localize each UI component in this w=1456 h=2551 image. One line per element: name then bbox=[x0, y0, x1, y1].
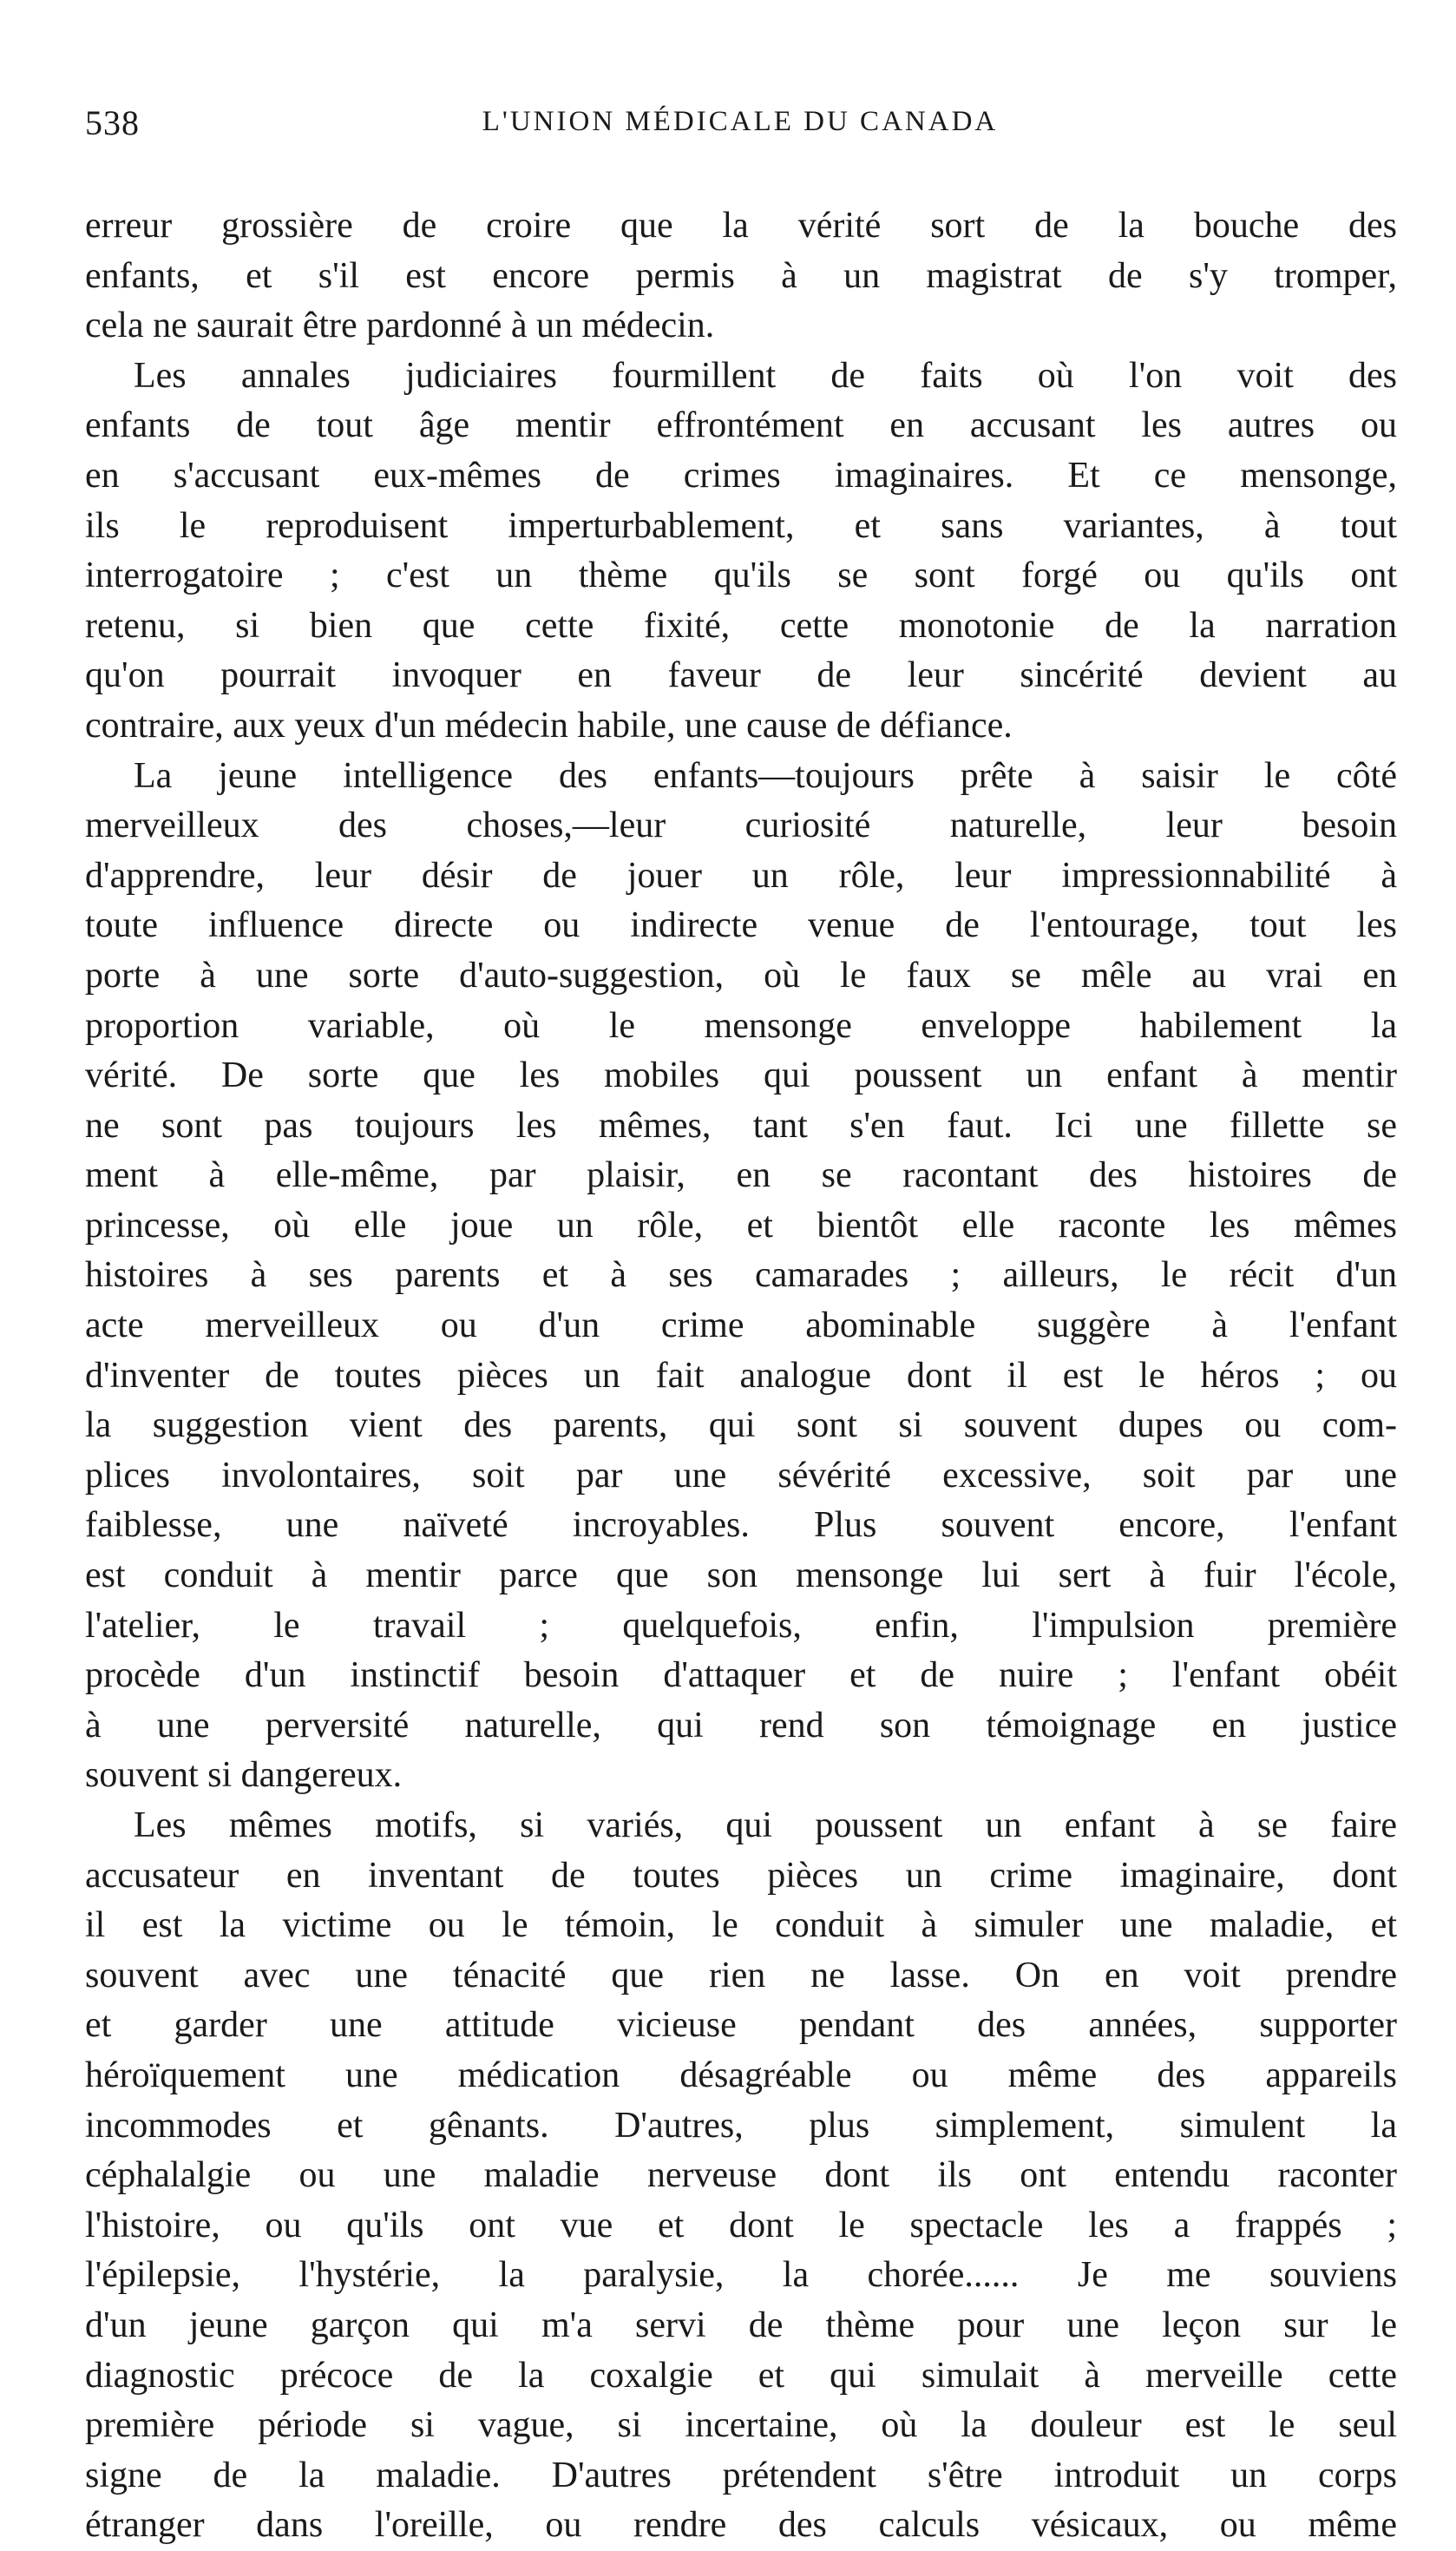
text-line: étranger dans l'oreille, ou rendre des calculs vésicaux, ou même bbox=[85, 2505, 1397, 2546]
text-line: faiblesse, une naïveté incroyables. Plus souvent encore, l'enfant bbox=[85, 1505, 1397, 1546]
text-line: à une perversité naturelle, qui rend son témoignage en justice bbox=[85, 1705, 1397, 1746]
text-line: en s'accusant eux-mêmes de crimes imaginaires. Et ce mensonge, bbox=[85, 455, 1397, 496]
text-line: enfants, et s'il est encore permis à un magistrat de s'y tromper, bbox=[85, 255, 1397, 296]
page-number: 538 bbox=[85, 103, 140, 142]
running-title: L'UNION MÉDICALE DU CANADA bbox=[482, 106, 999, 137]
text-line: interrogatoire ; c'est un thème qu'ils se sont forgé ou qu'ils ont bbox=[85, 556, 1397, 596]
text-line: porte à une sorte d'auto-suggestion, où le faux se mêle au vrai en bbox=[85, 955, 1397, 996]
text-line: héroïquement une médication désagréable ou même des appareils bbox=[85, 2055, 1397, 2095]
text-line: d'un jeune garçon qui m'a servi de thème pour une leçon sur le bbox=[85, 2304, 1397, 2345]
text-line: acte merveilleux ou d'un crime abominable suggère à l'enfant bbox=[85, 1305, 1397, 1346]
text-line: procède d'un instinctif besoin d'attaquer et de nuire ; l'enfant obéit bbox=[85, 1655, 1397, 1696]
text-line: merveilleux des choses,—leur curiosité naturelle, leur besoin bbox=[85, 805, 1397, 846]
text-line: ils le reproduisent imperturbablement, et sans variantes, à tout bbox=[85, 505, 1397, 546]
text-line: histoires à ses parents et à ses camarades ; ailleurs, le récit d'un bbox=[85, 1255, 1397, 1296]
text-line: souvent si dangereux. bbox=[85, 1755, 403, 1796]
text-line: diagnostic précoce de la coxalgie et qui simulait à merveille cette bbox=[85, 2355, 1397, 2396]
text-line: la suggestion vient des parents, qui sont si souvent dupes ou com- bbox=[85, 1405, 1397, 1446]
body-text bbox=[85, 201, 1397, 2551]
text-line: ment à elle-même, par plaisir, en se racontant des histoires de bbox=[85, 1155, 1397, 1196]
text-line: princesse, où elle joue un rôle, et bientôt elle raconte les mêmes bbox=[85, 1205, 1397, 1246]
text-line: retenu, si bien que cette fixité, cette monotonie de la narration bbox=[85, 605, 1397, 646]
text-line: première période si vague, si incertaine, où la douleur est le seul bbox=[85, 2405, 1397, 2446]
text-line: proportion variable, où le mensonge enveloppe habilement la bbox=[85, 1005, 1397, 1046]
text-line: Les mêmes motifs, si variés, qui poussent un enfant à se faire bbox=[134, 1805, 1397, 1845]
text-line: l'histoire, ou qu'ils ont vue et dont le spectacle les a frappés ; bbox=[85, 2205, 1397, 2245]
text-line: enfants de tout âge mentir effrontément en accusant les autres ou bbox=[85, 405, 1397, 446]
text-line: cela ne saurait être pardonné à un médecin. bbox=[85, 306, 715, 346]
text-line: et garder une attitude vicieuse pendant des années, supporter bbox=[85, 2005, 1397, 2046]
text-line: signe de la maladie. D'autres prétendent s'être introduit un corps bbox=[85, 2455, 1397, 2495]
text-line: d'inventer de toutes pièces un fait analogue dont il est le héros ; ou bbox=[85, 1355, 1397, 1396]
text-line: erreur grossière de croire que la vérité sort de la bouche des bbox=[85, 206, 1397, 246]
text-line: qu'on pourrait invoquer en faveur de leur sincérité devient au bbox=[85, 655, 1397, 696]
text-line: accusateur en inventant de toutes pièces un crime imaginaire, dont bbox=[85, 1855, 1397, 1896]
text-line: vérité. De sorte que les mobiles qui poussent un enfant à mentir bbox=[85, 1055, 1397, 1096]
text-line: l'épilepsie, l'hystérie, la paralysie, la chorée...... Je me souviens bbox=[85, 2255, 1397, 2296]
text-line: d'apprendre, leur désir de jouer un rôle, leur impressionnabilité à bbox=[85, 855, 1397, 896]
text-line: incommodes et gênants. D'autres, plus simplement, simulent la bbox=[85, 2105, 1397, 2146]
text-line: souvent avec une ténacité que rien ne lasse. On en voit prendre bbox=[85, 1955, 1397, 1995]
text-line: est conduit à mentir parce que son mensonge lui sert à fuir l'école, bbox=[85, 1555, 1397, 1596]
text-line: céphalalgie ou une maladie nerveuse dont ils ont entendu raconter bbox=[85, 2155, 1397, 2196]
text-line: toute influence directe ou indirecte venue de l'entourage, tout les bbox=[85, 905, 1397, 946]
text-line: plices involontaires, soit par une sévérité excessive, soit par une bbox=[85, 1455, 1397, 1496]
text-line: Les annales judiciaires fourmillent de faits où l'on voit des bbox=[134, 355, 1397, 396]
text-line: il est la victime ou le témoin, le conduit à simuler une maladie, et bbox=[85, 1905, 1397, 1946]
text-line: contraire, aux yeux d'un médecin habile, une cause de défiance. bbox=[85, 705, 1013, 746]
text-line: l'atelier, le travail ; quelquefois, enfin, l'impulsion première bbox=[85, 1605, 1397, 1646]
text-line: ne sont pas toujours les mêmes, tant s'en faut. Ici une fillette se bbox=[85, 1105, 1397, 1146]
page-header bbox=[85, 102, 1395, 155]
text-line: La jeune intelligence des enfants—toujours prête à saisir le côté bbox=[134, 755, 1397, 796]
